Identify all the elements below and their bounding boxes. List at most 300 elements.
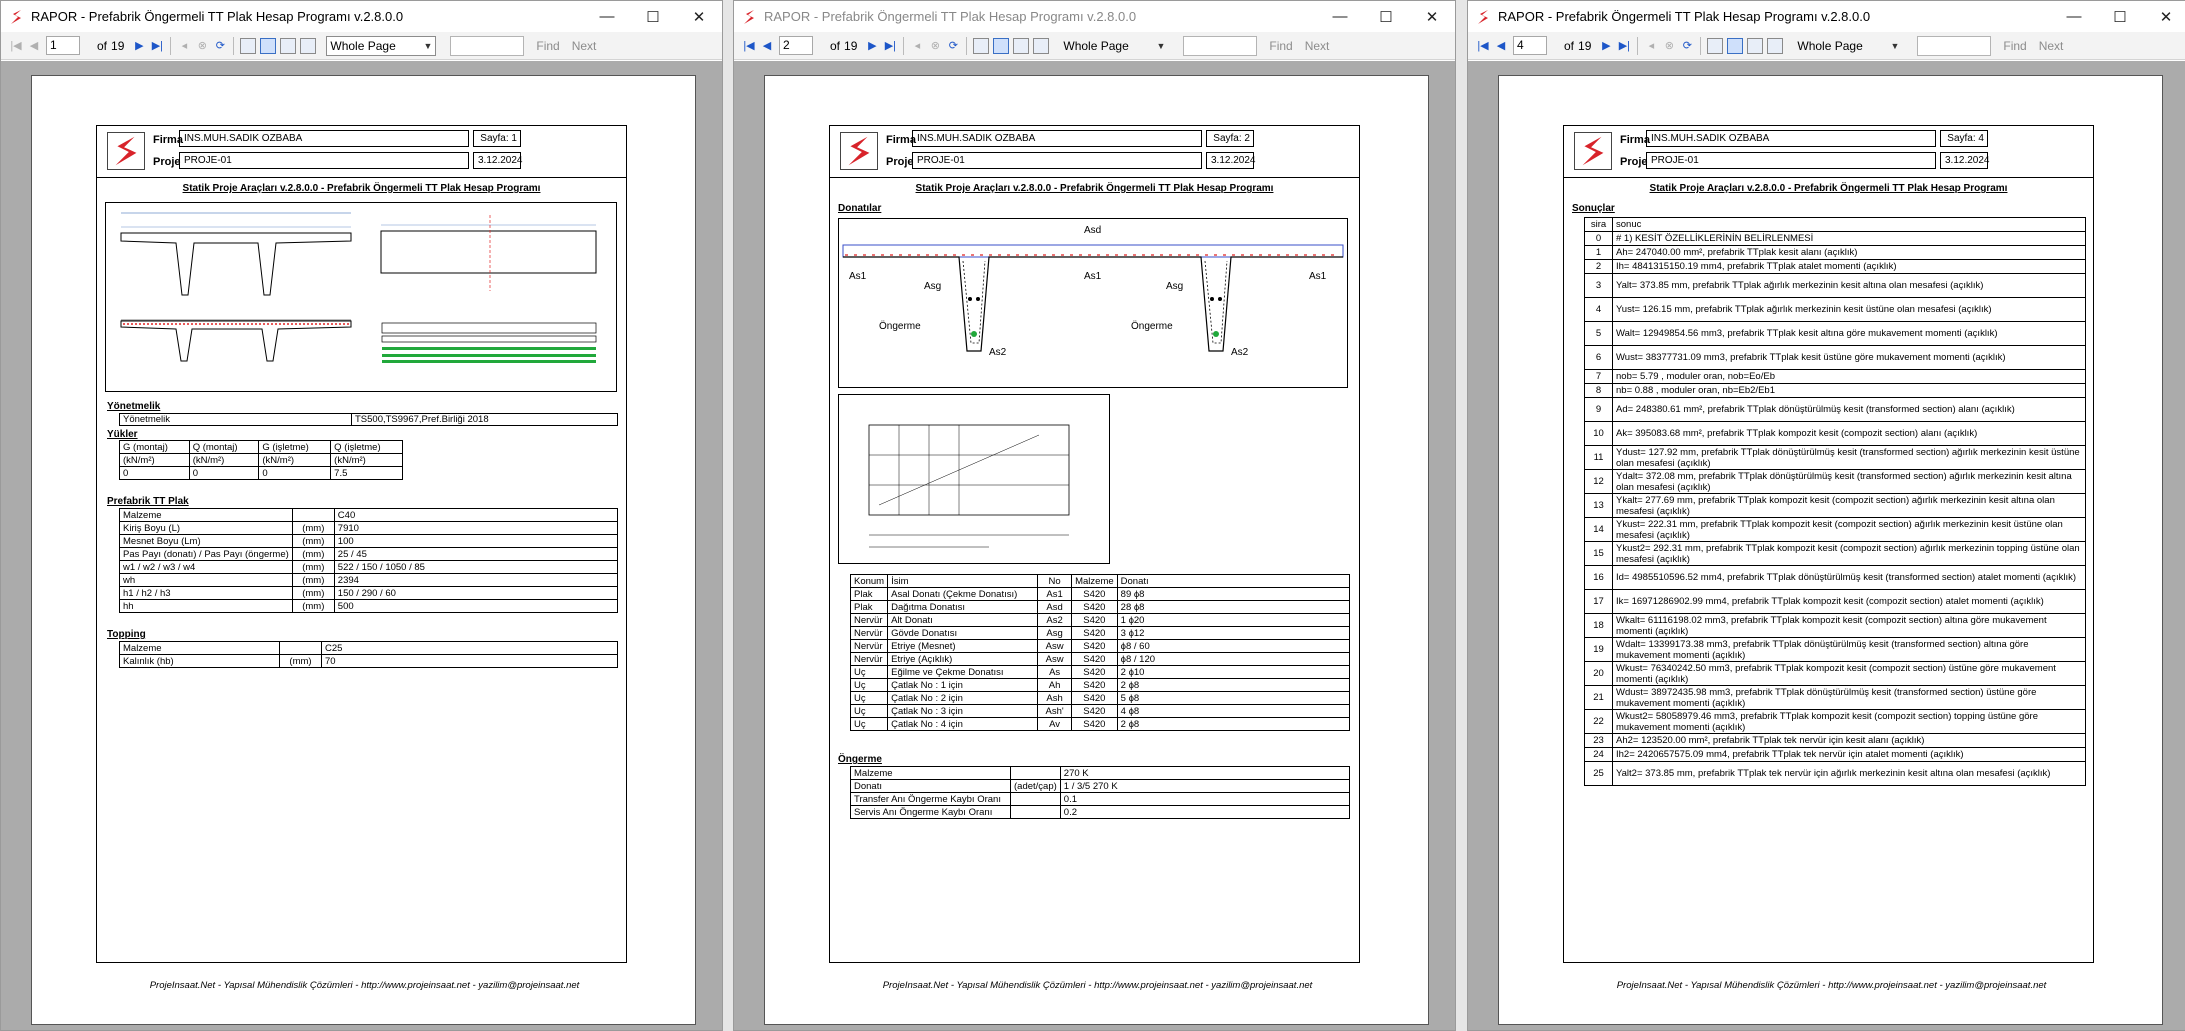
first-page-icon[interactable]: |◀: [743, 40, 755, 52]
last-page-icon[interactable]: ▶|: [884, 40, 897, 52]
last-page-icon[interactable]: ▶|: [1618, 40, 1631, 52]
report-date: 3.12.2024: [473, 152, 521, 169]
table-row: [851, 767, 1350, 780]
yukler-table: [119, 440, 403, 480]
last-page-icon[interactable]: ▶|: [151, 40, 164, 52]
table-cell: (mm): [292, 522, 334, 535]
separator: [1700, 37, 1701, 55]
zoom-select[interactable]: [1793, 36, 1903, 56]
table-cell: G (işletme): [259, 441, 331, 454]
table-row: [851, 588, 1350, 601]
table-cell: As2: [1038, 614, 1072, 627]
table-row: [851, 692, 1350, 705]
table-cell: Uç: [851, 718, 888, 731]
viewer-toolbar: [734, 32, 1455, 60]
table-row: [1585, 422, 2086, 446]
table-cell: Av: [1038, 718, 1072, 731]
table-cell: G (montaj): [120, 441, 190, 454]
firma-value: INS.MUH.SADIK OZBABA: [1646, 130, 1936, 147]
close-button[interactable]: ✕: [2159, 8, 2173, 26]
proje-label: Proje: [153, 156, 181, 168]
table-header-cell: İsim: [888, 575, 1038, 588]
table-row: [1585, 614, 2086, 638]
stop-icon[interactable]: ⊗: [197, 40, 207, 52]
table-cell: Ad= 248380.61 mm², prefabrik TTplak dönüştürülmüş kesit (transformed section) alanı (açıklık): [1613, 398, 2086, 422]
table-cell: # 1) KESİT ÖZELLİKLERİNİN BELİRLENMESİ: [1613, 232, 2086, 246]
refresh-icon[interactable]: ⟳: [948, 40, 958, 52]
back-icon[interactable]: ◂: [914, 40, 921, 52]
table-cell: 1 ϕ20: [1117, 614, 1349, 627]
table-cell: 17: [1585, 590, 1613, 614]
table-cell: S420: [1072, 666, 1118, 679]
table-cell: (mm): [292, 574, 334, 587]
export-icon[interactable]: [300, 38, 316, 54]
table-row: [1585, 274, 2086, 298]
table-cell: [1011, 767, 1061, 780]
table-cell: 14: [1585, 518, 1613, 542]
table-row: [120, 441, 403, 454]
table-cell: Q (montaj): [189, 441, 259, 454]
table-cell: Wkust2= 58058979.46 mm3, prefabrik TTplak kompozit kesit (compozit section) topping üstüne göre mukavement momenti (açıklık): [1613, 710, 2086, 734]
table-cell: S420: [1072, 627, 1118, 640]
table-row: [851, 640, 1350, 653]
s-logo-icon: [742, 9, 756, 25]
table-cell: Uç: [851, 666, 888, 679]
next-page-icon[interactable]: ▶: [1602, 40, 1611, 52]
page-frame: [96, 125, 627, 963]
table-row: [1585, 686, 2086, 710]
report-title: Statik Proje Araçları v.2.8.0.0 - Prefabrik Öngermeli TT Plak Hesap Programı: [182, 183, 541, 194]
report-title: Statik Proje Araçları v.2.8.0.0 - Prefabrik Öngermeli TT Plak Hesap Programı: [1649, 183, 2008, 194]
prev-page-icon[interactable]: ◀: [762, 40, 772, 52]
export-icon[interactable]: [1767, 38, 1783, 54]
find-input[interactable]: [450, 36, 524, 56]
asg-label: Asg: [924, 281, 942, 292]
table-row: [1585, 734, 2086, 748]
asg-label: Asg: [1166, 281, 1184, 292]
table-row: [851, 718, 1350, 731]
table-cell: 6: [1585, 346, 1613, 370]
table-row: [851, 614, 1350, 627]
ongerme-label: Öngerme: [1131, 321, 1173, 332]
table-row: [1585, 246, 2086, 260]
table-header-cell: Konum: [851, 575, 888, 588]
ongerme-table: [850, 766, 1350, 819]
table-row: [120, 467, 403, 480]
table-cell: 19: [1585, 638, 1613, 662]
table-cell: S420: [1072, 679, 1118, 692]
plak-table: [119, 508, 618, 613]
page-setup-icon[interactable]: [1747, 38, 1763, 54]
table-cell: Yalt2= 373.85 mm, prefabrik TTplak tek nervür için ağırlık merkezinin kesit altına olan mesafesi (açıklık): [1613, 762, 2086, 786]
table-cell: S420: [1072, 718, 1118, 731]
report-area[interactable]: [1, 61, 722, 1030]
window-title: RAPOR - Prefabrik Öngermeli TT Plak Hesap Programı v.2.8.0.0: [31, 9, 404, 24]
table-cell: 5 ϕ8: [1117, 692, 1349, 705]
table-row: [851, 806, 1350, 819]
table-row: [1585, 370, 2086, 384]
table-row: [120, 522, 618, 535]
minimize-button[interactable]: —: [599, 8, 615, 25]
table-cell: Asw: [1038, 653, 1072, 666]
table-cell: Eğilme ve Çekme Donatısı: [888, 666, 1038, 679]
find-button[interactable]: Find: [536, 38, 560, 53]
print-layout-icon[interactable]: [260, 38, 276, 54]
table-row: [120, 655, 618, 668]
table-cell: S420: [1072, 640, 1118, 653]
table-cell: Transfer Anı Öngerme Kaybı Oranı: [851, 793, 1011, 806]
table-cell: Asg: [1038, 627, 1072, 640]
table-cell: Ah: [1038, 679, 1072, 692]
table-cell: 15: [1585, 542, 1613, 566]
prev-page-icon[interactable]: ◀: [29, 40, 39, 52]
table-cell: 28 ϕ8: [1117, 601, 1349, 614]
table-cell: 4 ϕ8: [1117, 705, 1349, 718]
next-button[interactable]: Next: [1304, 38, 1330, 53]
table-cell: (kN/m²): [120, 454, 190, 467]
table-cell: Gövde Donatısı: [888, 627, 1038, 640]
table-cell: Plak: [851, 601, 888, 614]
table-cell: Uç: [851, 679, 888, 692]
sonuclar-table: [1584, 217, 2086, 786]
table-header-cell: Donatı: [1117, 575, 1349, 588]
table-row: [1585, 446, 2086, 470]
close-button[interactable]: ✕: [692, 8, 706, 26]
page-number-label: Sayfa: 2: [1206, 130, 1254, 147]
table-cell: 70: [322, 655, 618, 668]
table-cell: S420: [1072, 653, 1118, 666]
table-cell: Çatlak No : 3 için: [888, 705, 1038, 718]
page-number-input[interactable]: 4: [1513, 36, 1547, 55]
table-row: [120, 548, 618, 561]
table-cell: 25: [1585, 762, 1613, 786]
proje-value: PROJE-01: [912, 152, 1202, 169]
next-page-icon[interactable]: ▶: [135, 40, 144, 52]
table-cell: [1011, 806, 1061, 819]
back-icon[interactable]: ◂: [1648, 40, 1655, 52]
refresh-icon[interactable]: ⟳: [215, 40, 225, 52]
report-title: Statik Proje Araçları v.2.8.0.0 - Prefabrik Öngermeli TT Plak Hesap Programı: [915, 183, 1274, 194]
minimize-button[interactable]: —: [1332, 8, 1348, 25]
proje-value: PROJE-01: [1646, 152, 1936, 169]
table-cell: Wkust= 76340242.50 mm3, prefabrik TTplak kompozit kesit (compozit section) üstüne göre mukavement momenti (açıklık): [1613, 662, 2086, 686]
table-cell: 0: [259, 467, 331, 480]
stop-icon[interactable]: ⊗: [1664, 40, 1674, 52]
table-row: [120, 642, 618, 655]
total-pages: 19: [1578, 38, 1592, 53]
viewer-toolbar: [1468, 32, 2185, 60]
table-cell: 2 ϕ10: [1117, 666, 1349, 679]
table-cell: Kalınlık (hb): [120, 655, 280, 668]
table-cell: Wust= 38377731.09 mm3, prefabrik TTplak kesit üstüne göre mukavement momenti (açıklık): [1613, 346, 2086, 370]
firma-label: Firma: [886, 134, 916, 146]
table-cell: 0: [189, 467, 259, 480]
stop-icon[interactable]: ⊗: [930, 40, 940, 52]
table-cell: 2: [1585, 260, 1613, 274]
refresh-icon[interactable]: ⟳: [1682, 40, 1692, 52]
table-cell: [292, 509, 334, 522]
page-setup-icon[interactable]: [280, 38, 296, 54]
minimize-button[interactable]: —: [2066, 8, 2082, 25]
print-layout-icon[interactable]: [993, 38, 1009, 54]
table-row: [1585, 748, 2086, 762]
table-header-cell: Malzeme: [1072, 575, 1118, 588]
table-cell: (mm): [280, 655, 322, 668]
total-pages: 19: [111, 38, 125, 53]
table-row: [1585, 662, 2086, 686]
table-cell: (kN/m²): [259, 454, 331, 467]
topping-heading: Topping: [107, 629, 146, 640]
table-cell: 11: [1585, 446, 1613, 470]
back-icon[interactable]: ◂: [181, 40, 188, 52]
viewer-toolbar: [1, 32, 722, 60]
find-button[interactable]: Find: [2003, 38, 2027, 53]
table-row: [1585, 346, 2086, 370]
table-cell: 0: [1585, 232, 1613, 246]
separator: [966, 37, 967, 55]
find-button[interactable]: Find: [1269, 38, 1293, 53]
table-row: [1585, 470, 2086, 494]
table-cell: Plak: [851, 588, 888, 601]
table-cell: 4: [1585, 298, 1613, 322]
page-number-input[interactable]: 2: [779, 36, 813, 55]
table-cell: (mm): [292, 535, 334, 548]
table-row: [120, 509, 618, 522]
table-row: [120, 414, 618, 426]
table-cell: Yönetmelik: [120, 414, 352, 426]
table-row: [120, 561, 618, 574]
report-footer: ProjeInsaat.Net - Yapısal Mühendislik Çözümleri - http://www.projeinsaat.net - yazilim@projeinsaat.net: [149, 980, 580, 991]
table-cell: 522 / 150 / 1050 / 85: [334, 561, 617, 574]
chevron-down-icon: ▼: [1156, 40, 1166, 51]
table-cell: 2394: [334, 574, 617, 587]
maximize-button[interactable]: ☐: [2113, 8, 2127, 26]
table-row: [1585, 590, 2086, 614]
table-row: [1585, 384, 2086, 398]
find-input[interactable]: [1917, 36, 1991, 56]
as2-label: As2: [989, 347, 1007, 358]
table-row: [851, 666, 1350, 679]
table-cell: 20: [1585, 662, 1613, 686]
table-cell: Alt Donatı: [888, 614, 1038, 627]
table-cell: Etriye (Açıklık): [888, 653, 1038, 666]
s-logo-icon: [1476, 9, 1490, 25]
table-cell: (kN/m²): [189, 454, 259, 467]
table-cell: 24: [1585, 748, 1613, 762]
separator: [233, 37, 234, 55]
table-cell: Ash': [1038, 705, 1072, 718]
plak-heading: Prefabrik TT Plak: [107, 496, 189, 507]
table-cell: 23: [1585, 734, 1613, 748]
cross-section-drawings: [105, 202, 617, 392]
page-frame: [829, 125, 1360, 963]
proje-label: Proje: [1620, 156, 1648, 168]
table-row: [120, 600, 618, 613]
table-cell: 3 ϕ12: [1117, 627, 1349, 640]
table-row: [120, 535, 618, 548]
report-header: [97, 126, 626, 178]
table-cell: Ydalt= 372.08 mm, prefabrik TTplak dönüştürülmüş kesit (transformed section) ağırlık merkezinin kesit altına olan mesafesi (açıklık): [1613, 470, 2086, 494]
next-button[interactable]: Next: [571, 38, 597, 53]
table-cell: Ydust= 127.92 mm, prefabrik TTplak dönüştürülmüş kesit (transformed section) ağırlık merkezinin kesit üstüne olan mesafesi (açıklık): [1613, 446, 2086, 470]
table-cell: Q (işletme): [331, 441, 403, 454]
table-cell: ϕ8 / 60: [1117, 640, 1349, 653]
table-cell: 2 ϕ8: [1117, 718, 1349, 731]
table-cell: Ykalt= 277.69 mm, prefabrik TTplak kompozit kesit (compozit section) ağırlık merkezinin kesit altına olan mesafesi (açıklık): [1613, 494, 2086, 518]
next-page-icon[interactable]: ▶: [868, 40, 877, 52]
page-setup-icon[interactable]: [1013, 38, 1029, 54]
table-row: [1585, 322, 2086, 346]
table-cell: 3: [1585, 274, 1613, 298]
table-row: [120, 454, 403, 467]
print-icon[interactable]: [240, 38, 256, 54]
table-row: [851, 575, 1350, 588]
table-cell: 9: [1585, 398, 1613, 422]
prev-page-icon[interactable]: ◀: [1496, 40, 1506, 52]
table-cell: C40: [334, 509, 617, 522]
table-cell: Asw: [1038, 640, 1072, 653]
table-cell: 89 ϕ8: [1117, 588, 1349, 601]
report-window-1: [0, 0, 723, 1031]
company-logo-icon: [840, 132, 878, 170]
table-row: [1585, 218, 2086, 232]
table-cell: 0.1: [1060, 793, 1349, 806]
table-cell: Wdalt= 13399173.38 mm3, prefabrik TTplak dönüştürülmüş kesit (transformed section) altına göre mukavement momenti (açıklık): [1613, 638, 2086, 662]
table-cell: Malzeme: [120, 509, 293, 522]
table-cell: Wkalt= 61116198.02 mm3, prefabrik TTplak kompozit kesit (compozit section) altına göre mukavement momenti (açıklık): [1613, 614, 2086, 638]
table-cell: ϕ8 / 120: [1117, 653, 1349, 666]
table-cell: wh: [120, 574, 293, 587]
first-page-icon[interactable]: |◀: [1477, 40, 1489, 52]
zoom-value: Whole Page: [1063, 38, 1129, 53]
maximize-button[interactable]: ☐: [646, 8, 660, 26]
table-cell: 150 / 290 / 60: [334, 587, 617, 600]
report-window-2: [733, 0, 1456, 1031]
table-cell: Uç: [851, 705, 888, 718]
as1-label: As1: [1084, 271, 1102, 282]
table-row: [120, 574, 618, 587]
find-input[interactable]: [1183, 36, 1257, 56]
table-cell: (adet/çap): [1011, 780, 1061, 793]
table-cell: As1: [1038, 588, 1072, 601]
proje-value: PROJE-01: [179, 152, 469, 169]
report-area[interactable]: [734, 61, 1455, 1030]
chevron-down-icon: ▼: [1890, 40, 1900, 51]
table-cell: 270 K: [1060, 767, 1349, 780]
table-cell: Yalt= 373.85 mm, prefabrik TTplak ağırlık merkezinin kesit altına olan mesafesi (açıklık): [1613, 274, 2086, 298]
table-cell: Çatlak No : 2 için: [888, 692, 1038, 705]
table-cell: Çatlak No : 1 için: [888, 679, 1038, 692]
table-cell: Id= 4985510596.52 mm4, prefabrik TTplak dönüştürülmüş kesit (transformed section) atalet momenti (açıklık): [1613, 566, 2086, 590]
page-number-input[interactable]: 1: [46, 36, 80, 55]
table-cell: Mesnet Boyu (Lm): [120, 535, 293, 548]
firma-label: Firma: [153, 134, 183, 146]
table-cell: 100: [334, 535, 617, 548]
table-cell: Ik= 16971286902.99 mm4, prefabrik TTplak kompozit kesit (compozit section) atalet momenti (açıklık): [1613, 590, 2086, 614]
report-area[interactable]: [1468, 61, 2185, 1030]
table-cell: Ykust2= 292.31 mm, prefabrik TTplak kompozit kesit (compozit section) ağırlık merkezinin topping üstüne olan mesafesi (açıklık): [1613, 542, 2086, 566]
table-cell: S420: [1072, 601, 1118, 614]
table-cell: Yust= 126.15 mm, prefabrik TTplak ağırlık merkezinin kesit üstüne olan mesafesi (açıklık): [1613, 298, 2086, 322]
table-cell: Wdust= 38972435.98 mm3, prefabrik TTplak dönüştürülmüş kesit (transformed section) üstüne göre mukavement momenti (açıklık): [1613, 686, 2086, 710]
table-cell: Donatı: [851, 780, 1011, 793]
table-row: [1585, 762, 2086, 786]
table-row: [1585, 542, 2086, 566]
zoom-value: Whole Page: [1797, 38, 1863, 53]
table-row: [1585, 232, 2086, 246]
ongerme-label: Öngerme: [879, 321, 921, 332]
report-page: [764, 75, 1429, 1025]
table-cell: 2 ϕ8: [1117, 679, 1349, 692]
table-cell: Nervür: [851, 627, 888, 640]
window-title: RAPOR - Prefabrik Öngermeli TT Plak Hesap Programı v.2.8.0.0: [1498, 9, 1871, 24]
zoom-select[interactable]: [1059, 36, 1169, 56]
table-cell: Asd: [1038, 601, 1072, 614]
table-cell: 25 / 45: [334, 548, 617, 561]
table-cell: Ah2= 123520.00 mm², prefabrik TTplak tek nervür için kesit alanı (açıklık): [1613, 734, 2086, 748]
table-row: [851, 679, 1350, 692]
table-cell: 7.5: [331, 467, 403, 480]
proje-label: Proje: [886, 156, 914, 168]
table-cell: As: [1038, 666, 1072, 679]
export-icon[interactable]: [1033, 38, 1049, 54]
table-cell: Malzeme: [851, 767, 1011, 780]
table-cell: Walt= 12949854.56 mm3, prefabrik TTplak kesit altına göre mukavement momenti (açıklık): [1613, 322, 2086, 346]
table-cell: Pas Payı (donatı) / Pas Payı (öngerme): [120, 548, 293, 561]
of-label: of: [1564, 38, 1575, 53]
asd-label: Asd: [1084, 225, 1102, 236]
first-page-icon[interactable]: |◀: [10, 40, 22, 52]
table-cell: 7910: [334, 522, 617, 535]
print-icon[interactable]: [973, 38, 989, 54]
print-layout-icon[interactable]: [1727, 38, 1743, 54]
report-date: 3.12.2024: [1940, 152, 1988, 169]
total-pages: 19: [844, 38, 858, 53]
title-bar: [1468, 1, 2185, 32]
next-button[interactable]: Next: [2038, 38, 2064, 53]
s-logo-icon: [9, 9, 23, 25]
table-cell: S420: [1072, 588, 1118, 601]
table-cell: Ih= 4841315150.19 mm4, prefabrik TTplak atalet momenti (açıklık): [1613, 260, 2086, 274]
reinforcement-section-drawing: [838, 218, 1348, 388]
donatilar-heading: Donatılar: [838, 203, 882, 214]
as1-label: As1: [1309, 271, 1327, 282]
table-row: [1585, 298, 2086, 322]
print-icon[interactable]: [1707, 38, 1723, 54]
table-row: [1585, 566, 2086, 590]
yonetmelik-heading: Yönetmelik: [107, 401, 161, 412]
table-cell: Kiriş Boyu (L): [120, 522, 293, 535]
table-cell: TS500,TS9967,Pref.Birliği 2018: [352, 414, 618, 426]
table-cell: w1 / w2 / w3 / w4: [120, 561, 293, 574]
as1-label: As1: [849, 271, 867, 282]
report-footer: ProjeInsaat.Net - Yapısal Mühendislik Çözümleri - http://www.projeinsaat.net - yazilim@projeinsaat.net: [882, 980, 1313, 991]
table-cell: 0: [120, 467, 190, 480]
maximize-button[interactable]: ☐: [1379, 8, 1393, 26]
close-button[interactable]: ✕: [1425, 8, 1439, 26]
separator: [1637, 37, 1638, 55]
table-cell: 7: [1585, 370, 1613, 384]
table-header-cell: sira: [1585, 218, 1613, 232]
zoom-select[interactable]: [326, 36, 436, 56]
table-row: [1585, 260, 2086, 274]
table-row: [851, 705, 1350, 718]
table-cell: nob= 5.79 , moduler oran, nob=Eo/Eb: [1613, 370, 2086, 384]
ongerme-heading: Öngerme: [838, 754, 882, 765]
table-row: [851, 780, 1350, 793]
of-label: of: [830, 38, 841, 53]
table-cell: (mm): [292, 561, 334, 574]
